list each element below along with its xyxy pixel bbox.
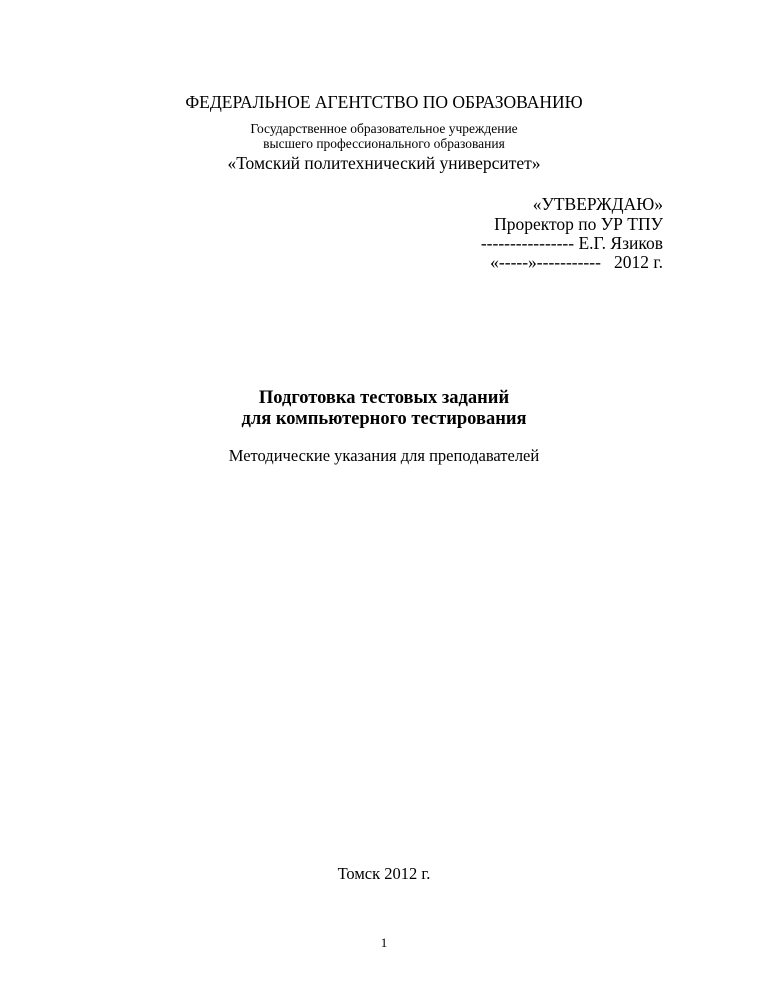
document-title-line-1: Подготовка тестовых заданий (258, 388, 510, 408)
approval-date: «-----»----------- 2012 г. (490, 252, 663, 272)
document-title-line-2: для компьютерного тестирования (241, 409, 527, 429)
institution-line-2: высшего профессионального образования (263, 136, 505, 151)
agency-name: ФЕДЕРАЛЬНОЕ АГЕНТСТВО ПО ОБРАЗОВАНИЮ (185, 92, 583, 112)
institution-line-1: Государственное образовательное учреждение (250, 121, 518, 136)
city-year: Томск 2012 г. (337, 864, 431, 883)
university-name: «Томский политехнический университет» (227, 153, 541, 173)
document-subtitle: Методические указания для преподавателей (228, 446, 540, 465)
approval-heading: «УТВЕРЖДАЮ» (532, 194, 663, 214)
page-number: 1 (380, 935, 388, 950)
approval-signature: ---------------- Е.Г. Язиков (480, 233, 663, 253)
approval-position: Проректор по УР ТПУ (494, 214, 663, 234)
